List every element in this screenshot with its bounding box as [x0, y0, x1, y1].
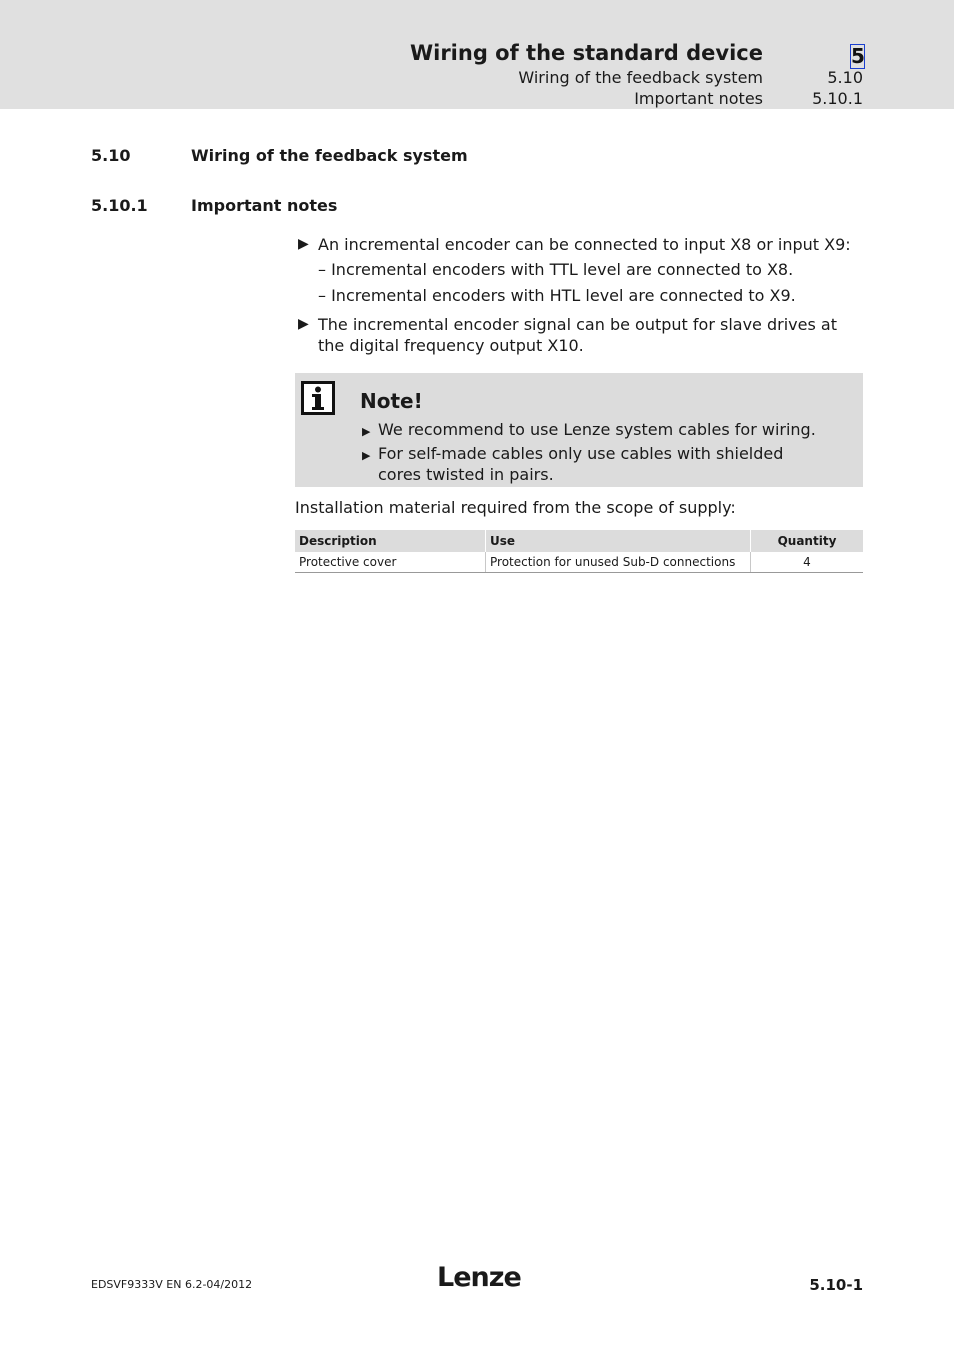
chapter-number: 5: [851, 44, 865, 68]
header-title: Wiring of the standard device: [409, 41, 763, 65]
column-header: Description: [295, 530, 486, 552]
intro-text: Installation material required from the scope of supply:: [295, 498, 736, 517]
header-subsection-number: 5.10.1: [812, 89, 863, 108]
bullet-item: [298, 234, 863, 256]
column-header: Use: [486, 530, 751, 552]
table-cell: 4: [751, 552, 864, 573]
page-number: 5.10-1: [809, 1276, 863, 1294]
header-subsection-title: Important notes: [634, 89, 763, 108]
bullet-item: [298, 314, 863, 358]
note-title: Note!: [360, 389, 423, 413]
column-header: Quantity: [751, 530, 864, 552]
info-icon: [301, 381, 335, 415]
note-box: [295, 373, 863, 487]
subsection-number: 5.10.1: [91, 196, 148, 215]
table-row: [295, 552, 863, 573]
table-cell: Protective cover: [295, 552, 486, 573]
table-cell: Protection for unused Sub-D connections: [486, 552, 751, 573]
bullet-arrow-icon: ▶: [298, 316, 309, 332]
section-heading: Wiring of the feedback system: [191, 146, 468, 165]
section-number: 5.10: [91, 146, 131, 165]
sub-list-item: – Incremental encoders with HTL level are connected to X9.: [318, 286, 796, 305]
subsection-heading: Important notes: [191, 196, 338, 215]
bullet-arrow-icon: ▶: [298, 236, 309, 252]
note-item-text: We recommend to use Lenze system cables for wiring.: [378, 420, 816, 439]
lenze-logo: Lenze: [437, 1262, 521, 1293]
bullet-arrow-icon: ▶: [362, 449, 371, 462]
page-header: [0, 0, 954, 109]
bullet-text: The incremental encoder signal can be output for slave drives at the digital frequency output X10.: [318, 315, 837, 355]
sub-list-item: – Incremental encoders with TTL level are connected to X8.: [318, 260, 794, 279]
material-table: [295, 530, 863, 573]
header-section-number: 5.10: [827, 68, 863, 87]
document-id: EDSVF9333V EN 6.2-04/2012: [91, 1278, 253, 1291]
bullet-text: An incremental encoder can be connected to input X8 or input X9:: [318, 235, 851, 254]
note-item-text: For self-made cables only use cables with shielded cores twisted in pairs.: [378, 444, 784, 484]
header-section-title: Wiring of the feedback system: [518, 68, 763, 87]
table-header-row: [295, 530, 863, 552]
bullet-arrow-icon: ▶: [362, 425, 371, 438]
